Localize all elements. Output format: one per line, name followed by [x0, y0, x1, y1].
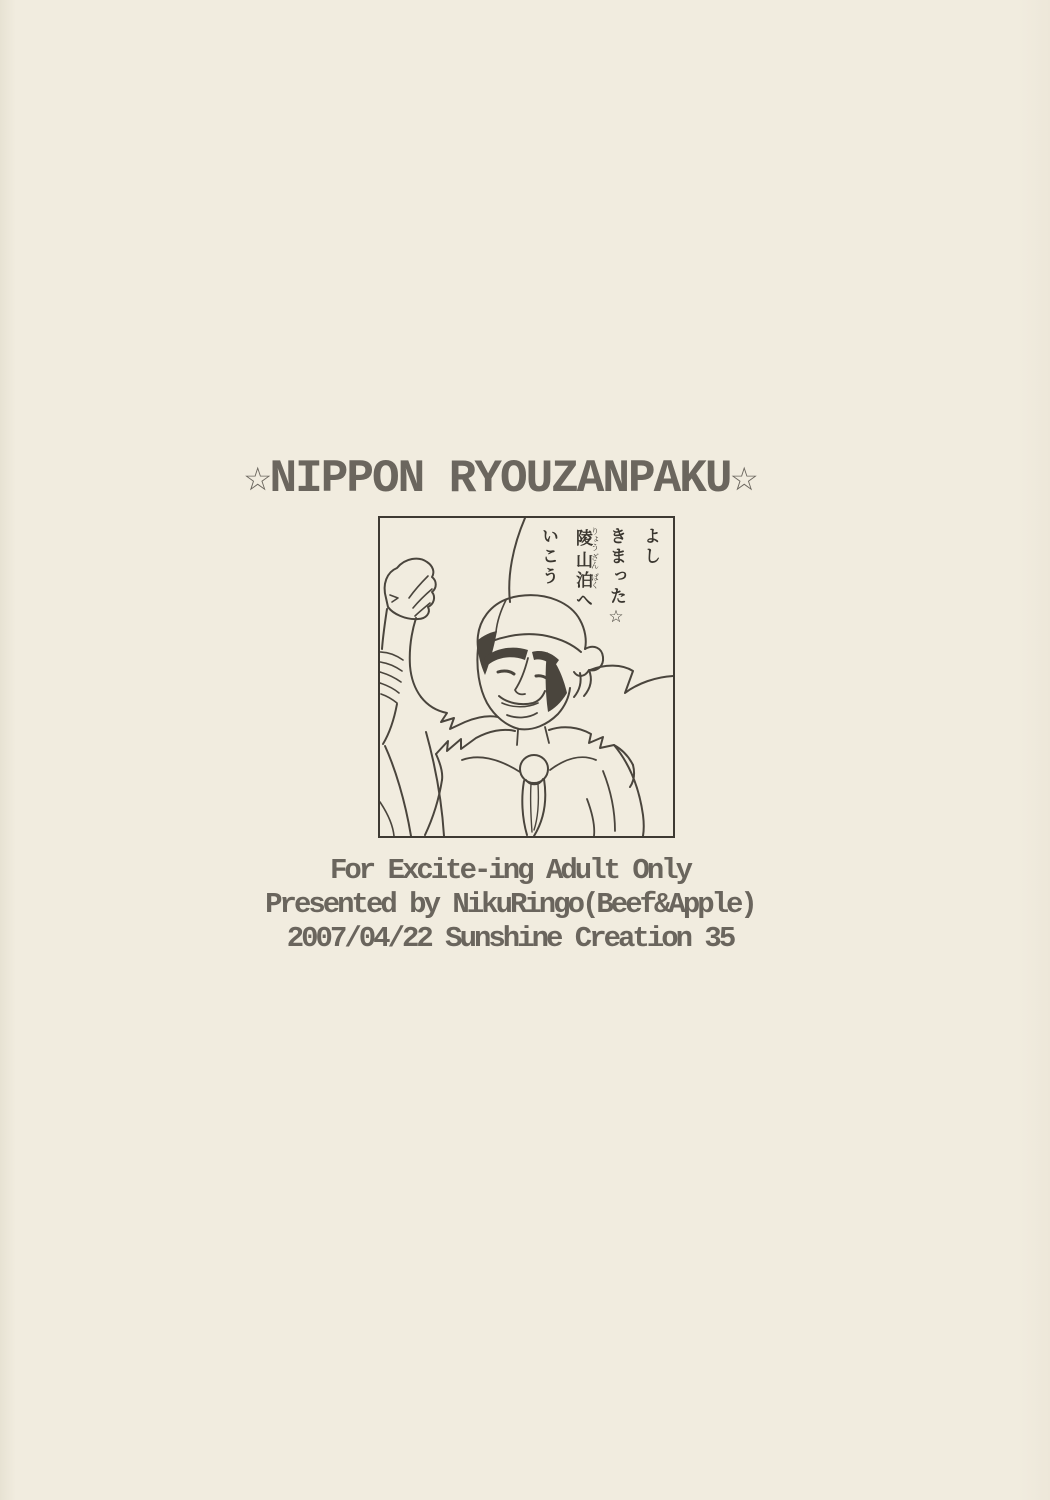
fist-outline — [385, 559, 436, 619]
speech-line-1: よし — [640, 527, 660, 567]
kanji-paku: 泊 — [572, 571, 592, 591]
kanji-zan: 山 — [572, 551, 592, 571]
footer-line-audience: For Excite-ing Adult Only — [329, 854, 691, 887]
page-title: ☆NIPPON RYOUZANPAKU☆ — [243, 453, 757, 505]
speech-text — [531, 527, 667, 747]
kana-he: へ — [572, 591, 592, 611]
speech-line-3: 陵りょう山ざん泊ぱくへ — [572, 527, 600, 611]
speech-line-4: いこう — [538, 527, 558, 587]
footer-credits — [0, 854, 1020, 956]
speech-balloon-left-arc — [509, 518, 525, 602]
kanji-ryou: 陵 — [572, 527, 592, 551]
footer-line-event: 2007/04/22 Sunshine Creation 35 — [286, 922, 734, 955]
footer-line-presenter: Presented by NikuRingo(Beef&Apple) — [265, 888, 755, 921]
manga-panel — [378, 516, 675, 838]
speech-line-2: きまった☆ — [606, 527, 626, 630]
